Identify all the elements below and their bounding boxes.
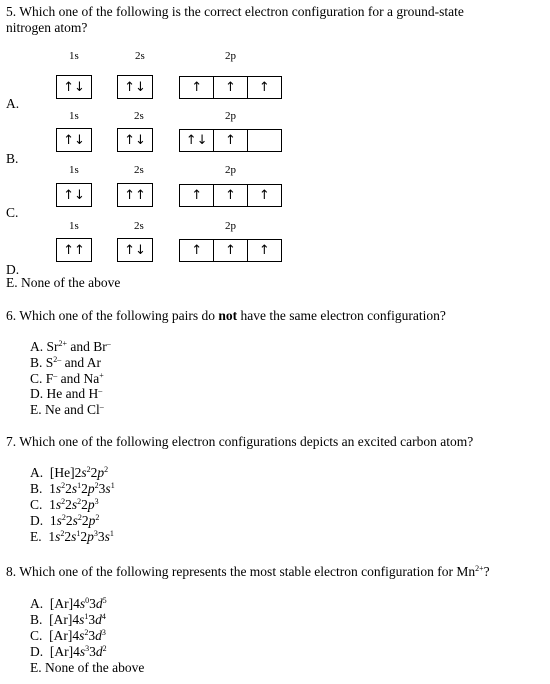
- q8-option-e[interactable]: E. None of the above: [30, 660, 145, 675]
- q6-option-b-mid: and Ar: [61, 355, 102, 370]
- orbital-label-1s: 1s: [69, 220, 79, 232]
- orbital-label-2p: 2p: [225, 164, 236, 176]
- q5-option-c-letter[interactable]: C.: [6, 205, 19, 220]
- q6-option-c-pre: C. F: [30, 371, 54, 386]
- orbital-label-2p: 2p: [225, 110, 236, 122]
- orbital-1s-box: ↑↓: [56, 128, 92, 152]
- q7-option-d[interactable]: D. $1s^22s^22p^2$: [30, 513, 100, 528]
- q6-option-b-pre: B. S: [30, 355, 54, 370]
- orbital-2p-cell: ↑: [213, 240, 246, 261]
- q7-text: 7. Which one of the following electron configurations depicts an excited carbon atom?: [6, 434, 474, 449]
- q7-option-b[interactable]: B. $1s^22s^12p^23s^1$: [30, 481, 115, 496]
- q7-option-d-letter: D.: [30, 513, 44, 528]
- q6-option-d-sup1: ‒: [98, 386, 103, 395]
- q7-option-e-letter: E.: [30, 529, 42, 544]
- q8-option-c[interactable]: C. $[Ar]4s^23d^3$: [30, 628, 106, 643]
- q6-option-a-pre: A. Sr: [30, 339, 59, 354]
- q5-option-d-letter[interactable]: D.: [6, 262, 20, 277]
- q8-text: [6, 565, 490, 579]
- orbital-label-2s: 2s: [134, 220, 144, 232]
- q6-text-bold: not: [218, 308, 238, 323]
- q7-option-a[interactable]: A. $[He]2s^22p^2$: [30, 465, 109, 480]
- orbital-1s-box: ↑↓: [56, 75, 92, 99]
- q6-text-prefix: 6. Which one of the following pairs do: [6, 308, 219, 323]
- orbital-label-2p: 2p: [225, 50, 236, 62]
- orbital-2p-cell: ↑: [191, 188, 203, 203]
- orbital-2p-cell: [247, 130, 281, 151]
- q6-option-c[interactable]: [30, 372, 104, 386]
- q8-text-sup: 2+: [475, 564, 484, 573]
- q6-option-d[interactable]: [30, 387, 102, 401]
- orbital-label-1s: 1s: [69, 164, 79, 176]
- q6-option-e[interactable]: [30, 403, 104, 417]
- orbital-label-2s: 2s: [135, 50, 145, 62]
- orbital-2p-cell: ↑: [191, 80, 203, 95]
- orbital-2s-box: ↑↑: [117, 183, 153, 207]
- orbital-2p-cell: ↑: [247, 77, 281, 98]
- orbital-2s-box: ↑↓: [117, 128, 153, 152]
- orbital-2p-cell: ↑: [213, 185, 246, 206]
- orbital-2p-group: [179, 129, 282, 152]
- orbital-2p-cell: ↑↓: [185, 133, 208, 148]
- q6-text-suffix: have the same electron configuration?: [237, 308, 446, 323]
- q6-option-b[interactable]: [30, 356, 101, 370]
- q8-option-b-letter: B.: [30, 612, 43, 627]
- q6-option-c-sup1: ‒: [53, 371, 58, 380]
- q7-option-b-letter: B.: [30, 481, 43, 496]
- orbital-1s-box: ↑↓: [56, 183, 92, 207]
- q5-text-line2: nitrogen atom?: [6, 20, 88, 35]
- orbital-2p-cell: ↑: [213, 77, 246, 98]
- q6-option-a-sup2: ‒: [106, 339, 111, 348]
- orbital-2s-box: ↑↓: [117, 75, 153, 99]
- q8-option-d-letter: D.: [30, 644, 44, 659]
- orbital-label-2s: 2s: [134, 110, 144, 122]
- q5-option-e[interactable]: E. None of the above: [6, 275, 121, 290]
- q8-option-a[interactable]: A. $[Ar]4s^03d^5$: [30, 596, 107, 611]
- q6-option-c-sup2: +: [99, 371, 104, 380]
- q8-option-b[interactable]: B. $[Ar]4s^13d^4$: [30, 612, 106, 627]
- orbital-2p-cell: ↑: [213, 130, 246, 151]
- q7-option-c-letter: C.: [30, 497, 43, 512]
- q5-option-b-letter[interactable]: B.: [6, 151, 19, 166]
- q8-option-c-letter: C.: [30, 628, 43, 643]
- q6-option-c-mid: and Na: [57, 371, 100, 386]
- q6-option-b-sup1: 2‒: [53, 355, 62, 364]
- orbital-label-2s: 2s: [134, 164, 144, 176]
- orbital-1s-box: ↑↑: [56, 238, 92, 262]
- orbital-label-1s: 1s: [69, 110, 79, 122]
- q5-text-line1: 5. Which one of the following is the correct electron configuration for a ground-state: [6, 4, 464, 19]
- orbital-2p-cell: ↑: [247, 185, 281, 206]
- q6-option-e-sup1: ‒: [99, 402, 104, 411]
- orbital-2p-cell: ↑: [191, 243, 203, 258]
- orbital-2s-box: ↑↓: [117, 238, 153, 262]
- q7-option-a-letter: A.: [30, 465, 44, 480]
- orbital-2p-group: [179, 76, 282, 99]
- q6-option-a[interactable]: [30, 340, 111, 354]
- orbital-2p-group: [179, 184, 282, 207]
- q6-option-a-sup1: 2+: [58, 339, 68, 348]
- q7-option-c[interactable]: C. $1s^22s^22p^3$: [30, 497, 99, 512]
- q6-option-a-mid: and Br: [67, 339, 107, 354]
- orbital-2p-cell: ↑: [247, 240, 281, 261]
- orbital-2p-group: [179, 239, 282, 262]
- q6-option-e-pre: E. Ne and Cl: [30, 402, 100, 417]
- q7-option-e[interactable]: E. $1s^22s^12p^33s^1$: [30, 529, 114, 544]
- orbital-label-2p: 2p: [225, 220, 236, 232]
- q8-text-pre: 8. Which one of the following represents the most stable electron configuration for Mn: [6, 564, 476, 579]
- q8-text-post: ?: [483, 564, 490, 579]
- q8-option-d[interactable]: D. $[Ar]4s^33d^2$: [30, 644, 107, 659]
- q8-option-a-letter: A.: [30, 596, 44, 611]
- q6-option-d-pre: D. He and H: [30, 386, 99, 401]
- orbital-label-1s: 1s: [69, 50, 79, 62]
- q5-option-a-letter[interactable]: A.: [6, 96, 20, 111]
- q6-text: [6, 309, 446, 323]
